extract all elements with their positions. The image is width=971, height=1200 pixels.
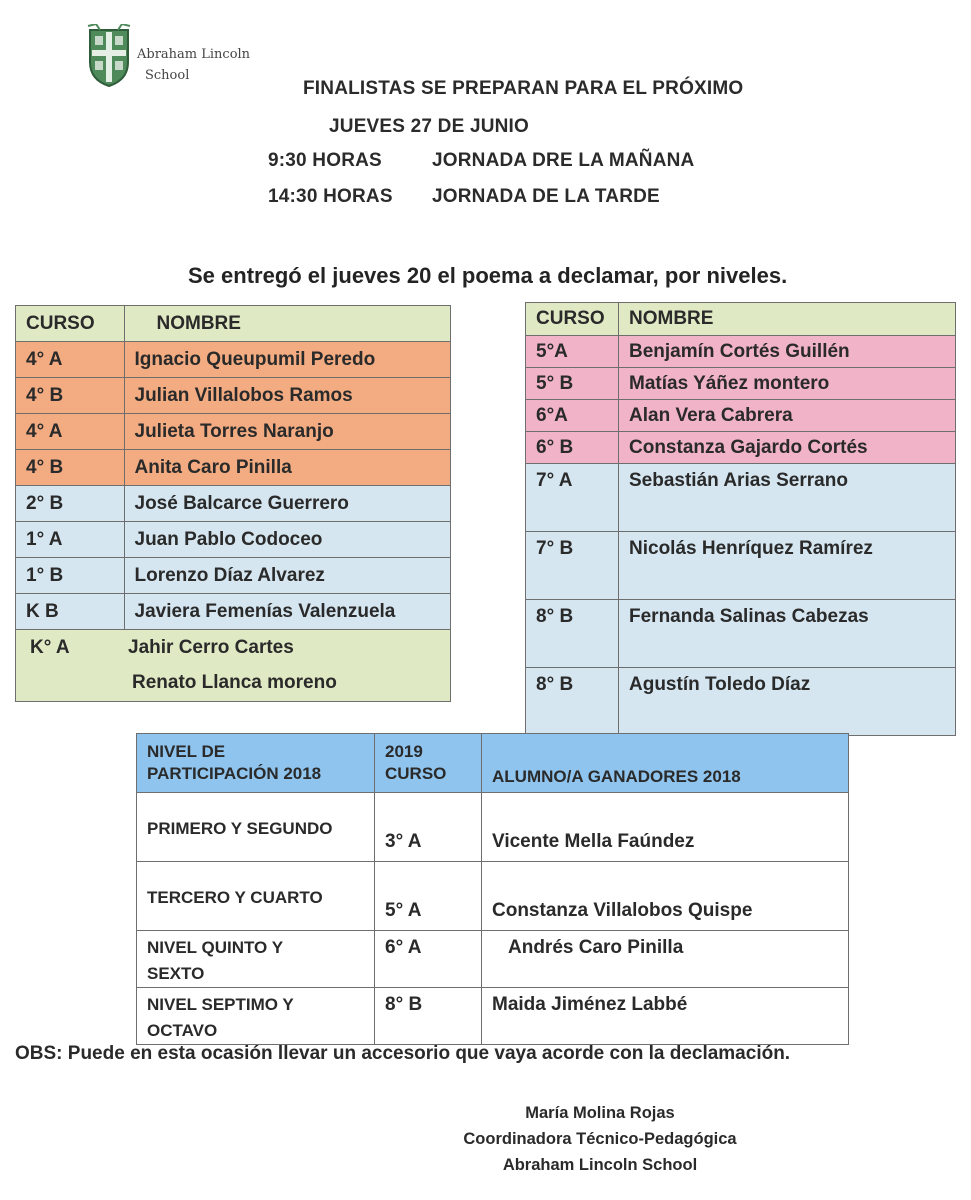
cell-nombre: Nicolás Henríquez Ramírez [619, 532, 956, 600]
table-header-row [526, 303, 956, 336]
col-curso-header-line-2: CURSO [385, 764, 447, 783]
cell-nivel [137, 988, 375, 1045]
col-nivel-header [137, 734, 375, 793]
cell-curso: 4° A [16, 414, 125, 450]
cell-curso: 5° A [375, 862, 482, 931]
signature-role: Coordinadora Técnico-Pedagógica [463, 1130, 737, 1148]
cell-nombre: Javiera Femenías Valenzuela [124, 594, 451, 630]
table-row [16, 342, 451, 378]
table-row [526, 464, 956, 532]
cell-nivel-line-1: TERCERO Y CUARTO [147, 888, 323, 907]
cell-nombre: Julian Villalobos Ramos [124, 378, 451, 414]
cell-nombre: Anita Caro Pinilla [124, 450, 451, 486]
cell-curso: 6°A [526, 400, 619, 432]
signature-school: Abraham Lincoln School [502, 1156, 698, 1174]
table-row [526, 336, 956, 368]
cell-curso: 6° B [526, 432, 619, 464]
cell-alumno: Maida Jiménez Labbé [482, 988, 849, 1045]
finalists-table-right [525, 302, 956, 736]
table-row [137, 862, 849, 931]
cell-nivel-line-1: PRIMERO Y SEGUNDO [147, 819, 333, 838]
col-alumno-header: ALUMNO/A GANADORES 2018 [482, 734, 849, 793]
header-text-afternoon: JORNADA DE LA TARDE [432, 186, 660, 207]
table-row [16, 414, 451, 450]
cell-curso: 1° A [16, 522, 125, 558]
header-time-morning: 9:30 HORAS [268, 150, 382, 171]
cell-curso: 8° B [526, 668, 619, 736]
table-row [16, 558, 451, 594]
table-row [526, 400, 956, 432]
col-nombre-header: NOMBRE [619, 303, 956, 336]
table-row [16, 522, 451, 558]
cell-nombre: Sebastián Arias Serrano [619, 464, 956, 532]
winners-table [136, 733, 849, 1045]
school-crest-icon [86, 24, 132, 90]
col-nivel-header-line-1: NIVEL DE [147, 742, 226, 761]
cell-nivel [137, 931, 375, 988]
table-row [16, 594, 451, 630]
logo-line-2: School [145, 68, 190, 83]
cell-nombre: Benjamín Cortés Guillén [619, 336, 956, 368]
cell-nivel [137, 793, 375, 862]
cell-curso: 8° B [526, 600, 619, 668]
table-row [16, 450, 451, 486]
header-text-morning: JORNADA DRE LA MAÑANA [432, 150, 695, 171]
signature-block [430, 1100, 770, 1178]
col-nivel-header-line-2: PARTICIPACIÓN 2018 [147, 764, 322, 783]
cell-curso: 4° B [16, 450, 125, 486]
cell-nombre: José Balcarce Guerrero [124, 486, 451, 522]
header-time-afternoon: 14:30 HORAS [268, 186, 393, 207]
table-row [137, 988, 849, 1045]
cell-alumno: Constanza Villalobos Quispe [482, 862, 849, 931]
cell-nombre: Matías Yáñez montero [619, 368, 956, 400]
cell-alumno: Andrés Caro Pinilla [482, 931, 849, 988]
cell-curso: 5°A [526, 336, 619, 368]
table-row [526, 600, 956, 668]
cell-nombre: Agustín Toledo Díaz [619, 668, 956, 736]
cell-nivel-line-2: OCTAVO [147, 1021, 218, 1040]
table-row [16, 666, 451, 702]
cell-curso [16, 666, 125, 702]
cell-nombre: Renato Llanca moreno [124, 666, 451, 702]
school-logo-text [137, 44, 250, 86]
cell-curso: 6° A [375, 931, 482, 988]
cell-nombre: Juan Pablo Codoceo [124, 522, 451, 558]
subtitle: Se entregó el jueves 20 el poema a declamar, por niveles. [188, 263, 788, 288]
cell-curso: 2° B [16, 486, 125, 522]
cell-nombre: Constanza Gajardo Cortés [619, 432, 956, 464]
finalists-table-left [15, 305, 451, 702]
cell-nivel [137, 862, 375, 931]
col-curso-header [375, 734, 482, 793]
cell-curso: K B [16, 594, 125, 630]
cell-curso: 4° A [16, 342, 125, 378]
cell-nombre: Alan Vera Cabrera [619, 400, 956, 432]
signature-name: María Molina Rojas [525, 1104, 675, 1122]
cell-nombre: Julieta Torres Naranjo [124, 414, 451, 450]
observation-note: OBS: Puede en esta ocasión llevar un accesorio que vaya acorde con la declamación. [15, 1043, 791, 1064]
table-row [526, 368, 956, 400]
cell-nombre: Ignacio Queupumil Peredo [124, 342, 451, 378]
col-curso-header-line-1: 2019 [385, 742, 423, 761]
table-row [137, 931, 849, 988]
cell-nivel-line-1: NIVEL SEPTIMO Y [147, 995, 294, 1014]
header-line-1: FINALISTAS SE PREPARAN PARA EL PRÓXIMO [303, 78, 744, 99]
table-header-row [16, 306, 451, 342]
cell-curso: K° A [16, 630, 125, 666]
table-row [16, 486, 451, 522]
table-row [526, 432, 956, 464]
header-line-2: JUEVES 27 DE JUNIO [329, 116, 530, 137]
cell-curso: 7° B [526, 532, 619, 600]
cell-curso: 3° A [375, 793, 482, 862]
table-row [137, 793, 849, 862]
table-header-row [137, 734, 849, 793]
table-row [526, 668, 956, 736]
col-curso-header: CURSO [16, 306, 125, 342]
cell-nombre: Fernanda Salinas Cabezas [619, 600, 956, 668]
col-nombre-header: NOMBRE [124, 306, 451, 342]
cell-curso: 8° B [375, 988, 482, 1045]
cell-nombre: Jahir Cerro Cartes [124, 630, 451, 666]
cell-curso: 5° B [526, 368, 619, 400]
cell-alumno: Vicente Mella Faúndez [482, 793, 849, 862]
cell-curso: 1° B [16, 558, 125, 594]
table-row [16, 630, 451, 666]
logo-line-1: Abraham Lincoln [137, 47, 251, 62]
cell-nivel-line-2: SEXTO [147, 964, 205, 983]
table-row [16, 378, 451, 414]
cell-curso: 7° A [526, 464, 619, 532]
cell-nivel-line-1: NIVEL QUINTO Y [147, 938, 284, 957]
col-curso-header: CURSO [526, 303, 619, 336]
table-row [526, 532, 956, 600]
cell-nombre: Lorenzo Díaz Alvarez [124, 558, 451, 594]
cell-curso: 4° B [16, 378, 125, 414]
